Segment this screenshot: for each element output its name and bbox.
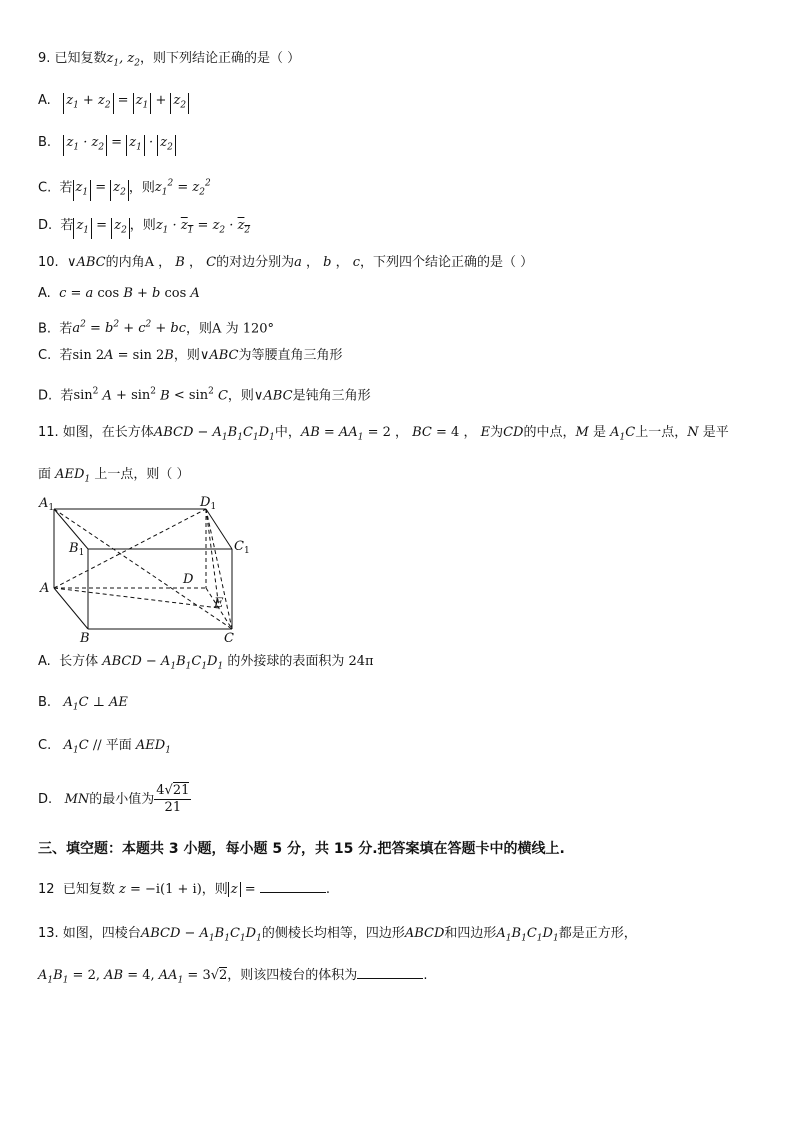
label-d1: $D_1$ (200, 495, 217, 512)
label-e: E (214, 596, 224, 611)
q9-option-c: C. 若 $z_1 = z_2$ ，则$z_1^2 = z_2^2$ (38, 174, 211, 203)
q13-stem-line2: $A_1B_1 = 2$, AB = 4, $AA_1 = 3√2$，则该四棱台的体积为 . (38, 964, 427, 991)
label-c: C (224, 631, 234, 644)
q11-option-c: C. $A_1C$ // 平面 $AED_1$ (38, 738, 171, 756)
q9-option-b: B. $z_1 \cdot z_2 = z_1 \cdot z_2$ (38, 133, 176, 156)
seg-ae (54, 588, 219, 608)
label-d: D (183, 572, 194, 587)
q13-stem-line1: 13. 如图，四棱台ABCD − $A_1B_1C_1D_1$的侧棱长均相等，四边形ABCD和四边形$A_1B_1C_1D_1$都是正方形， (38, 926, 637, 944)
q9-b-formula: $z_1 \cdot z_2 = z_1 \cdot z_2$ (63, 135, 175, 150)
q10-option-b: B. 若$a^2 = b^2 + c^2$ + bc，则A 为 120° (38, 320, 275, 337)
q9-option-a: A. $z_1 + z_2 = z_1 + z_2$ (38, 91, 189, 114)
q9-option-d: D. 若 $z_1 = z_2$ ，则$z_1 \cdot z_1 = z_2 \cdot z_2$ (38, 216, 250, 241)
q10-option-d: D. 若$\sin^2 A + \sin^2 B < \sin^2 C$，则∨ABC是钝角三角形 (38, 387, 371, 404)
q10-option-a: A. c = a cos B + b cos A (38, 286, 200, 301)
q9-z1z2: $z_1$, $z_2$ (106, 51, 140, 69)
edge-d1c1 (206, 509, 232, 549)
label-c1: $C_1$ (234, 539, 250, 556)
q11-option-b: B. $A_1C$ ⊥ AE (38, 695, 128, 713)
q9-stem: 9. 已知复数$z_1$, $z_2$，则下列结论正确的是（ ） (38, 51, 301, 69)
edge-ab (54, 588, 88, 629)
q11-option-d: D. MN的最小值为 $\frac{4√21}{21}$ (38, 783, 190, 815)
label-a1: $A_1$ (39, 496, 55, 513)
label-b1: $B_1$ (69, 541, 85, 558)
q9-a-formula: $z_1 + z_2 = z_1 + z_2$ (63, 93, 189, 108)
q11-d-fraction: $\frac{4√21}{21}$ (156, 783, 190, 815)
q12-answer-blank[interactable] (260, 878, 326, 893)
label-b: B (80, 631, 90, 644)
cuboid-figure (38, 492, 263, 644)
q10-option-c: C. 若sin 2A = sin 2B，则∨ABC为等腰直角三角形 (38, 348, 343, 363)
q12-stem: 12 已知复数 z = −i(1 + i)，则 z = . (38, 878, 330, 900)
q11-stem-line1: 11. 如图，在长方体ABCD − $A_1B_1C_1D_1$中，AB = $AA_1 = 2$ ， BC = 4 ， E为CD的中点，M 是 $A_1C$上一点，N 是平 (38, 425, 729, 443)
section3-title: 三、填空题：本题共 3 小题，每小题 5 分，共 15 分.把答案填在答题卡中的横线上. (38, 841, 565, 857)
q11-stem-line2: 面 $AED_1$ 上一点，则（ ） (38, 467, 190, 485)
q9-c-formula: $z_1^2 = z_2^2$ (154, 179, 211, 198)
seg-d1c (206, 509, 232, 629)
diag-a1c (54, 509, 232, 629)
q13-answer-blank[interactable] (357, 964, 423, 979)
q10-stem: 10. ∨ABC的内角A ， B ， C的对边分别为a ， b ， c，下列四个结论正确的是（ ） (38, 255, 534, 270)
q9-d-formula: $z_1 \cdot z_1 = z_2 \cdot z_2$ (155, 218, 251, 236)
label-a: A (40, 581, 50, 596)
q11-option-a: A. 长方体 ABCD − $A_1B_1C_1D_1$ 的外接球的表面积为 24π (38, 654, 374, 672)
